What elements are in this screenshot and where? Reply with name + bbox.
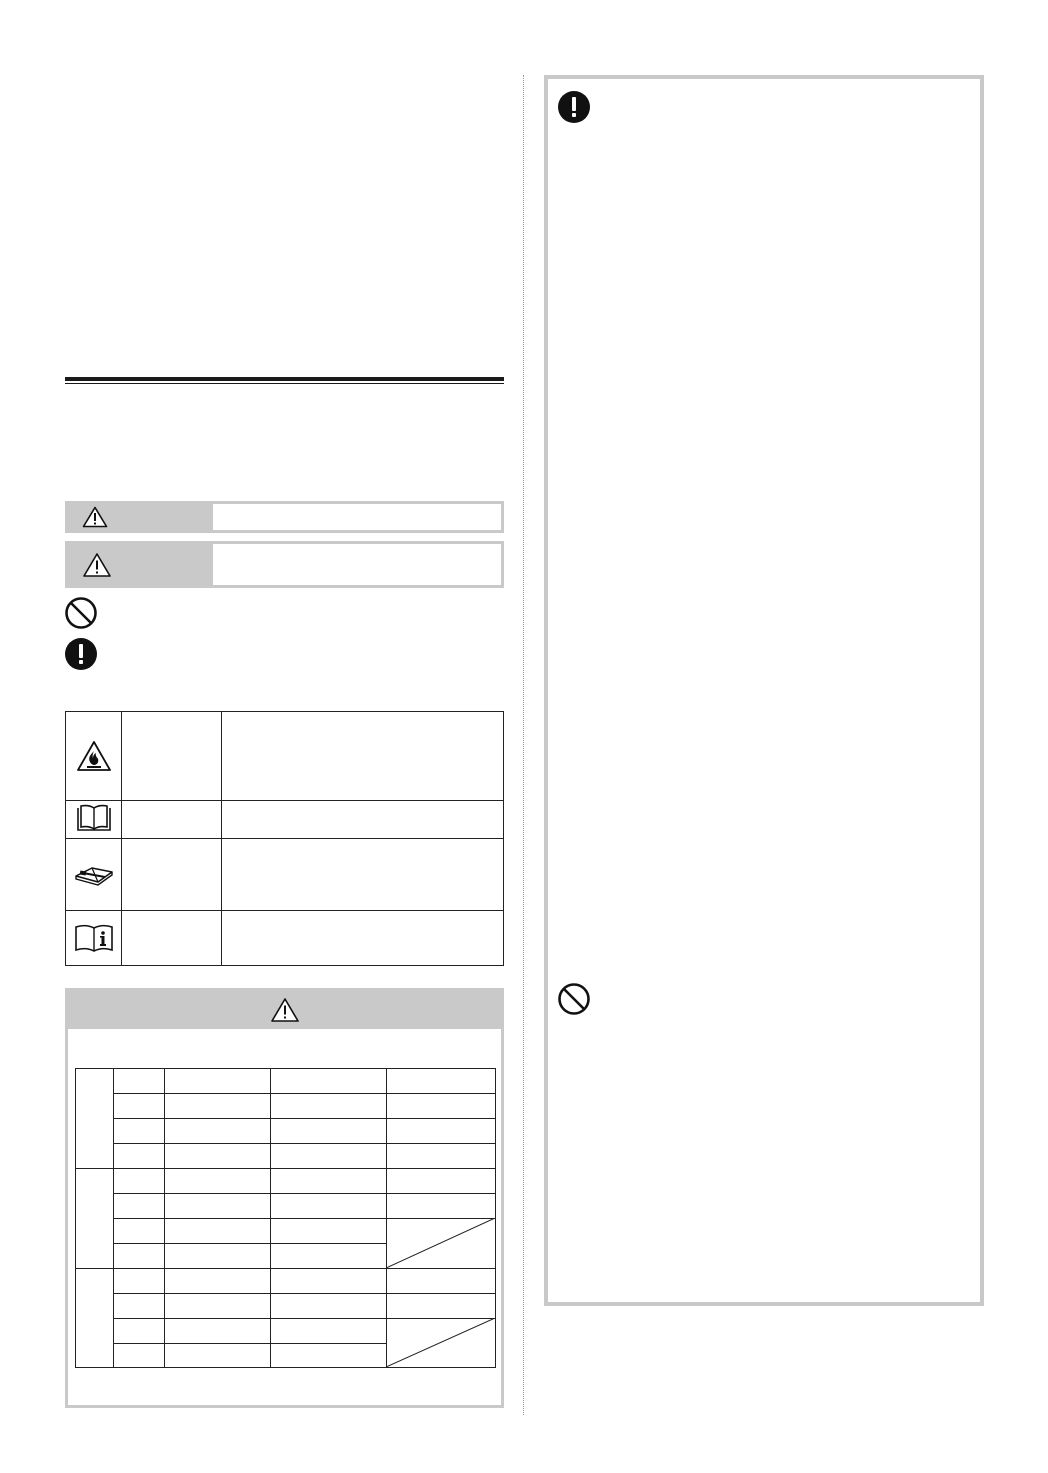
service-manual-icon	[66, 838, 121, 910]
prohibition-icon	[64, 596, 98, 630]
instruction-info-icon	[66, 910, 121, 965]
symbol-explanation-table	[65, 711, 504, 966]
table-row	[66, 910, 503, 966]
flammable-warning-icon	[66, 712, 121, 800]
table-row	[66, 712, 503, 800]
warning-signal-box	[65, 501, 504, 533]
warning-signal-text	[213, 504, 501, 530]
operation-manual-icon	[66, 800, 121, 838]
empty-cell-diagonal	[386, 1318, 496, 1368]
table-row-line	[113, 1143, 495, 1144]
table-row-line	[113, 1093, 495, 1094]
caution-signal-box	[65, 541, 504, 588]
column-divider	[523, 75, 524, 1415]
section-title-rule	[65, 377, 504, 381]
table-row-line	[113, 1243, 386, 1244]
caution-panel-header	[68, 991, 501, 1029]
table-group-line	[76, 1168, 495, 1169]
warning-triangle-icon	[270, 997, 300, 1023]
table-row-line	[113, 1343, 386, 1344]
caution-signal-text	[213, 544, 501, 585]
warning-signal-label	[68, 504, 227, 530]
table-row	[66, 838, 503, 911]
table-row-line	[113, 1293, 495, 1294]
table-row	[66, 800, 503, 839]
table-row-line	[113, 1193, 495, 1194]
warning-triangle-icon	[82, 506, 108, 528]
table-row-line	[113, 1118, 495, 1119]
section-title-rule-thin	[65, 383, 504, 384]
mandatory-action-icon	[64, 637, 98, 671]
empty-cell-diagonal	[386, 1218, 496, 1269]
caution-data-table	[75, 1068, 496, 1368]
right-instructions-panel	[544, 75, 984, 1306]
warning-triangle-icon	[82, 552, 112, 578]
mandatory-action-icon	[557, 90, 591, 124]
prohibition-icon	[557, 982, 591, 1016]
caution-signal-label	[68, 544, 227, 585]
